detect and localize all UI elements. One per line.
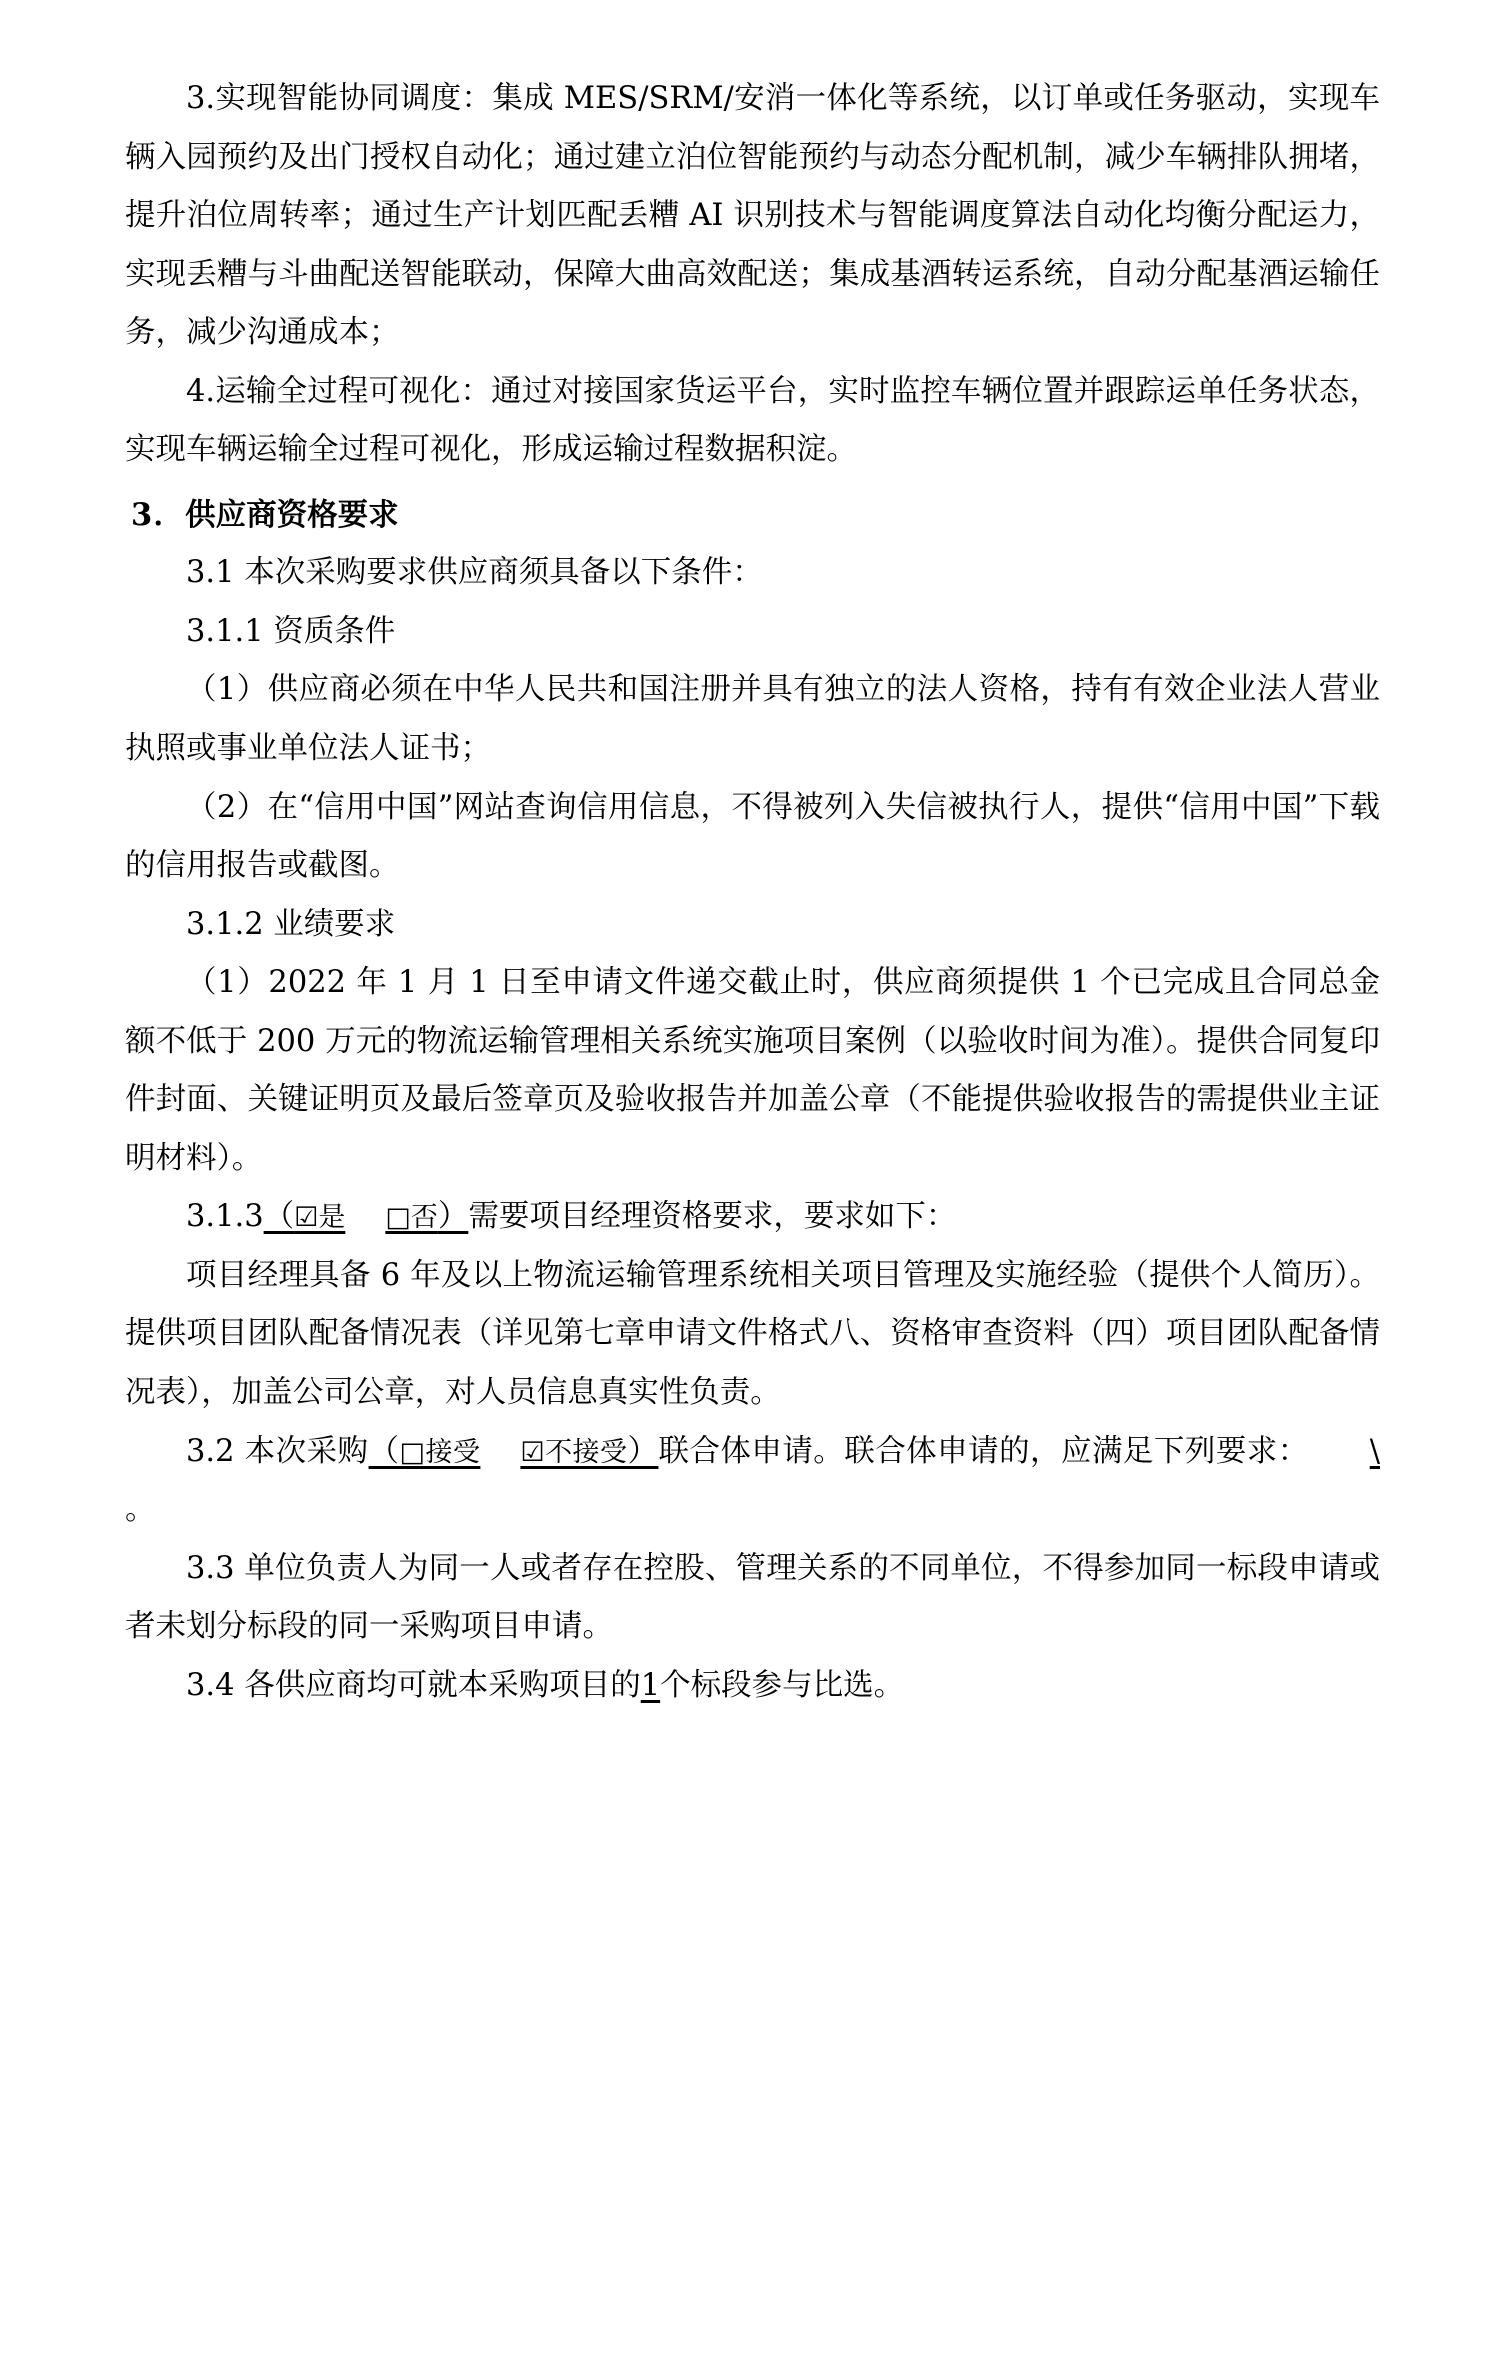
checkbox-yes[interactable]: ☑是 bbox=[294, 1202, 346, 1234]
clause-3-2-prefix: 3.2 本次采购 bbox=[186, 1433, 369, 1469]
clause-3-1-3-body: 项目经理具备 6 年及以上物流运输管理系统相关项目管理及实施经验（提供个人简历）。提供项目团队配备情况表（详见第七章申请文件格式八、资格审查资料（四）项目团队配备情况表），加盖公司公章，对人员信息真实性负责。 bbox=[125, 1257, 1380, 1411]
clause-3-1-1-item-1: （1）供应商必须在中华人民共和国注册并具有独立的法人资格，持有有效企业法人营业执照或事业单位法人证书； bbox=[125, 672, 1380, 767]
clause-3-1-1: 3.1.1 资质条件 bbox=[186, 613, 396, 649]
close-paren: ） bbox=[627, 1433, 659, 1469]
section-heading-title: 供应商资格要求 bbox=[185, 496, 399, 533]
clause-3-1-3-suffix: 需要项目经理资格要求，要求如下： bbox=[468, 1199, 957, 1235]
open-paren: （ bbox=[263, 1199, 295, 1235]
clause-3-4-prefix: 3.4 各供应商均可就本采购项目的 bbox=[186, 1667, 641, 1703]
clause-3-2 bbox=[125, 1423, 1380, 1540]
clause-3-1-2: 3.1.2 业绩要求 bbox=[186, 906, 396, 942]
clause-3-1-2-item-1: （1）2022 年 1 月 1 日至申请文件递交截止时，供应商须提供 1 个已完成且合同总金额不低于 200 万元的物流运输管理相关系统实施项目案例（以验收时间为准）。提供合同复印件封面、关键证明页及最后签章页及验收报告并加盖公章（不能提供验收报告的需提供业主证明材料）。 bbox=[125, 965, 1380, 1176]
clause-3-1-1-item-2: （2）在“信用中国”网站查询信用信息，不得被列入失信被执行人，提供“信用中国”下载的信用报告或截图。 bbox=[125, 789, 1380, 884]
section-heading bbox=[125, 486, 1380, 545]
checkbox-reject[interactable]: ☑不接受 bbox=[520, 1436, 628, 1468]
clause-3-2-blank-field[interactable]: \ bbox=[1369, 1433, 1381, 1469]
close-paren: ） bbox=[437, 1199, 469, 1235]
clause-3-2-checkbox-group bbox=[369, 1434, 659, 1469]
section-heading-number: 3． bbox=[131, 496, 186, 533]
clause-3-2-middle: 联合体申请。联合体申请的，应满足下列要求： bbox=[658, 1433, 1309, 1469]
clause-3-1-3-checkbox-group bbox=[264, 1199, 469, 1234]
clause-3-1-3 bbox=[125, 1188, 1380, 1247]
clause-3-1-3-prefix: 3.1.3 bbox=[186, 1199, 264, 1235]
checkbox-accept[interactable]: □接受 bbox=[399, 1436, 481, 1468]
open-paren: （ bbox=[368, 1433, 400, 1469]
clause-3-4-count[interactable]: 1 bbox=[640, 1667, 661, 1703]
checkbox-no[interactable]: □否 bbox=[385, 1202, 438, 1234]
clause-3-1: 3.1 本次采购要求供应商须具备以下条件： bbox=[186, 555, 763, 591]
paragraph-item-4: 4.运输全过程可视化：通过对接国家货运平台，实时监控车辆位置并跟踪运单任务状态，实现车辆运输全过程可视化，形成运输过程数据积淀。 bbox=[125, 373, 1380, 468]
clause-3-4 bbox=[125, 1657, 1380, 1716]
clause-3-4-suffix: 个标段参与比选。 bbox=[660, 1667, 905, 1703]
clause-3-2-end: 。 bbox=[125, 1492, 156, 1528]
document-body bbox=[125, 70, 1380, 1715]
clause-3-3: 3.3 单位负责人为同一人或者存在控股、管理关系的不同单位，不得参加同一标段申请或者未划分标段的同一采购项目申请。 bbox=[125, 1550, 1380, 1645]
paragraph-item-3: 3.实现智能协同调度：集成 MES/SRM/安消一体化等系统，以订单或任务驱动，实现车辆入园预约及出门授权自动化；通过建立泊位智能预约与动态分配机制，减少车辆排队拥堵，提升泊位周转率；通过生产计划匹配丢糟 AI 识别技术与智能调度算法自动化均衡分配运力，实现丢糟与斗曲配送智能联动，保障大曲高效配送；集成基酒转运系统，自动分配基酒运输任务，减少沟通成本； bbox=[125, 81, 1380, 351]
